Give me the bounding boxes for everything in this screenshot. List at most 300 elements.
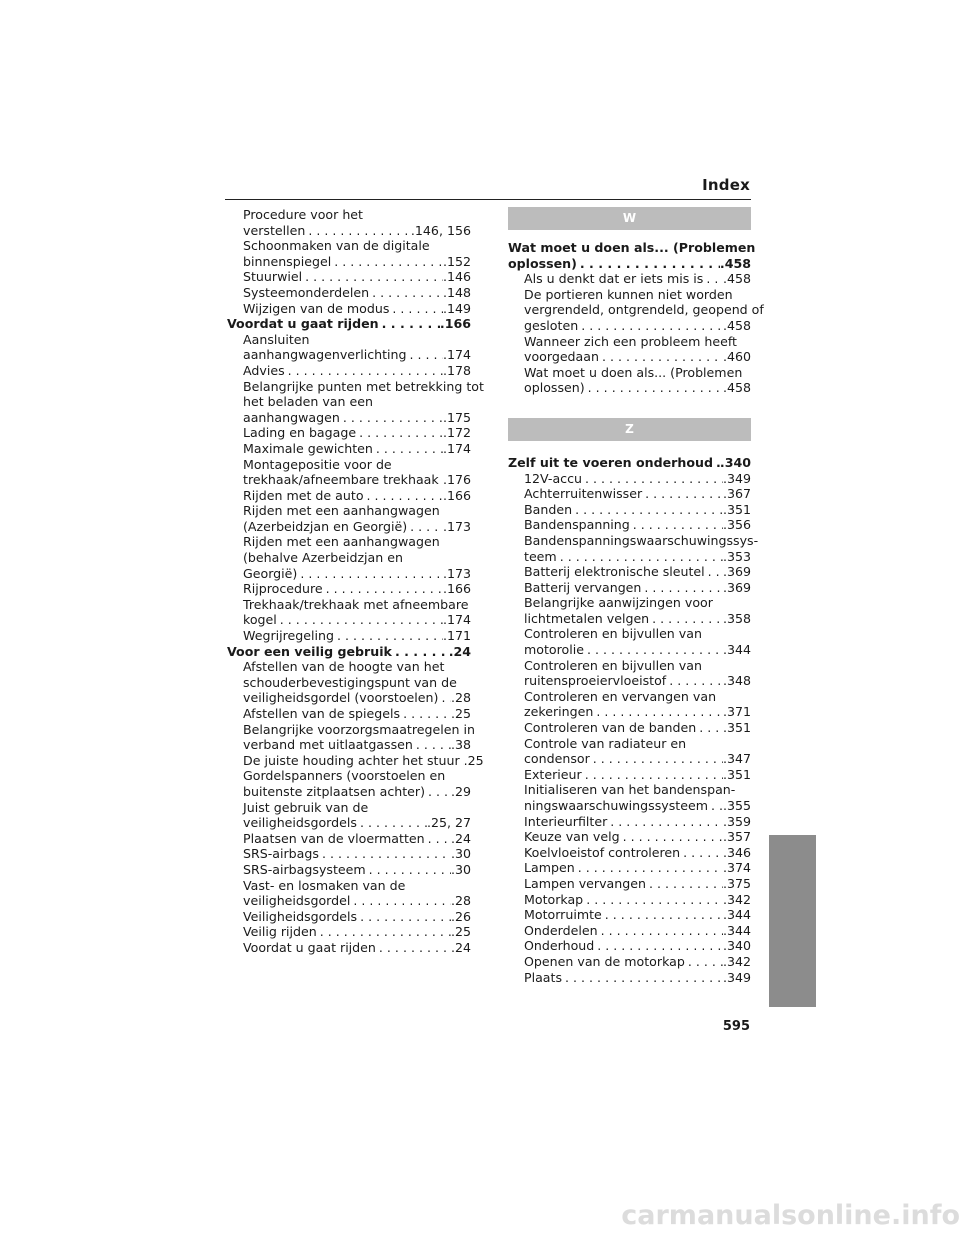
index-entry-row xyxy=(243,566,471,582)
index-entry-term: Plaatsen van de vloermatten xyxy=(243,830,425,846)
index-sub-entry xyxy=(227,363,471,379)
index-entry-line: Initialiseren van het bandenspan- xyxy=(524,782,736,798)
index-entry-line: Vast- en losmaken van de xyxy=(243,877,406,893)
index-entry-row xyxy=(524,892,751,908)
index-entry-page-ref: .458 xyxy=(719,255,751,271)
index-sub-entry xyxy=(227,503,471,534)
index-entry-page-ref: .25 xyxy=(450,924,471,940)
index-entry-term: Openen van de motorkap xyxy=(524,953,685,969)
index-entry-row xyxy=(243,612,471,628)
index-entry-page-ref: .146, 156 xyxy=(410,222,471,238)
index-entry-term: (Azerbeidzjan en Georgië) xyxy=(243,518,408,534)
index-entry-row xyxy=(243,347,471,363)
index-entry-row xyxy=(524,673,751,689)
index-entry-page-ref: .26 xyxy=(450,908,471,924)
index-entry-row xyxy=(227,644,471,660)
index-entry-term: Banden xyxy=(524,501,573,517)
index-entry-row xyxy=(524,814,751,830)
dot-leader xyxy=(323,581,443,597)
index-entry-term: Batterij elektronische sleutel xyxy=(524,564,705,580)
index-sub-entry xyxy=(227,831,471,847)
index-entry-page-ref: .357 xyxy=(722,829,751,845)
index-sub-entry xyxy=(508,907,751,923)
dot-leader xyxy=(607,814,723,830)
index-entry-term: Motorkap xyxy=(524,891,584,907)
index-entry-term: Lampen vervangen xyxy=(524,875,646,891)
index-sub-entry xyxy=(508,334,751,365)
index-sub-entry xyxy=(508,860,751,876)
index-entry-term: 12V-accu xyxy=(524,470,582,486)
dot-leader xyxy=(696,720,723,736)
index-sub-entry xyxy=(227,659,471,706)
section-w-entries xyxy=(508,240,764,396)
section-letter-w: W xyxy=(508,207,751,230)
index-entry-term: Lading en bagage xyxy=(243,425,357,441)
index-entry-term: Koelvloeistof controleren xyxy=(524,844,681,860)
index-sub-entry xyxy=(508,595,751,626)
index-sub-entry xyxy=(227,721,475,753)
header-divider xyxy=(225,199,751,200)
index-entry-row xyxy=(243,410,471,426)
index-sub-entry xyxy=(227,628,471,644)
dot-leader xyxy=(407,519,443,535)
index-entry-page-ref: .344 xyxy=(722,907,751,923)
dot-leader xyxy=(400,706,451,722)
index-sub-entry xyxy=(227,238,471,269)
index-entry-line: schouderbevestigingspunt van de xyxy=(243,674,457,690)
dot-leader xyxy=(642,486,723,502)
index-main-entry xyxy=(508,455,751,471)
index-sub-entry xyxy=(227,706,471,722)
index-entry-row xyxy=(524,486,751,502)
index-sub-entry xyxy=(227,269,471,285)
index-sub-entry xyxy=(508,486,751,502)
dot-leader xyxy=(583,892,723,908)
index-entry-page-ref: .369 xyxy=(722,579,751,595)
index-entry-term: aanhangwagen xyxy=(243,409,340,425)
index-sub-entry xyxy=(508,720,751,736)
dot-leader xyxy=(666,673,723,689)
index-entry-line: Controleren en bijvullen van xyxy=(524,626,702,642)
index-main-entry xyxy=(508,240,756,271)
index-entry-term: Zelf uit te voeren onderhoud xyxy=(508,454,713,470)
index-sub-entry xyxy=(508,532,759,564)
dot-leader xyxy=(557,549,723,565)
index-entry-row xyxy=(524,611,751,627)
index-entry-line: Montagepositie voor de xyxy=(243,456,392,472)
index-sub-entry xyxy=(227,207,471,238)
section-letter-z: Z xyxy=(508,418,751,441)
index-entry-row xyxy=(243,223,471,239)
index-sub-entry xyxy=(227,768,471,799)
index-sub-entry xyxy=(508,471,751,487)
dot-leader xyxy=(277,612,443,628)
index-entry-term: verstellen xyxy=(243,222,306,238)
index-entry-row xyxy=(243,472,471,488)
dot-leader xyxy=(407,347,443,363)
index-entry-term: Bandenspanning xyxy=(524,517,630,533)
dot-leader xyxy=(705,564,723,580)
dot-leader xyxy=(630,517,723,533)
index-entry-row xyxy=(243,831,471,847)
index-sub-entry xyxy=(508,580,751,596)
index-entry-page-ref: .176 xyxy=(442,472,471,488)
index-sub-entry xyxy=(227,534,471,581)
index-entry-term: Systeemonderdelen xyxy=(243,284,370,300)
index-entry-term: condensor xyxy=(524,751,590,767)
index-entry-row xyxy=(243,441,471,457)
index-entry-row xyxy=(524,954,751,970)
index-entry-row xyxy=(243,909,471,925)
index-entry-term: Wegrijregeling xyxy=(243,628,334,644)
index-entry-term: kogel xyxy=(243,612,277,628)
index-entry-page-ref: .340 xyxy=(719,454,751,470)
dot-leader xyxy=(708,798,723,814)
index-entry-page-ref: .174 xyxy=(442,612,471,628)
index-entry-row xyxy=(524,502,751,518)
index-entry-row xyxy=(508,455,751,471)
index-sub-entry xyxy=(508,938,751,954)
index-sub-entry xyxy=(227,301,471,317)
index-entry-page-ref: .146 xyxy=(442,269,471,285)
dot-leader xyxy=(438,690,451,706)
index-entry-term: trekhaak/afneembare trekhaak xyxy=(243,472,439,488)
index-entry-row xyxy=(524,923,751,939)
dot-leader xyxy=(285,363,443,379)
index-entry-term: Lampen xyxy=(524,860,575,876)
index-entry-page-ref: .351 xyxy=(722,766,751,782)
index-entry-term: Advies xyxy=(243,362,285,378)
index-entry-row xyxy=(243,815,471,831)
dot-leader xyxy=(302,269,443,285)
index-entry-row xyxy=(243,301,471,317)
dot-leader xyxy=(562,970,723,986)
index-entry-term: SRS-airbags xyxy=(243,846,319,862)
index-entry-page-ref: .346 xyxy=(722,844,751,860)
index-entry-term: Exterieur xyxy=(524,766,582,782)
index-entry-row xyxy=(524,907,751,923)
index-entry-term: Achterruitenwisser xyxy=(524,486,643,502)
index-entry-page-ref: .25 xyxy=(450,706,471,721)
index-entry-line: (behalve Azerbeidzjan en xyxy=(243,550,403,566)
index-entry-term: Voordat u gaat rijden xyxy=(227,316,379,332)
index-sub-entry xyxy=(227,425,471,441)
index-entry-page-ref: .30 xyxy=(450,846,471,862)
index-entry-page-ref: .38 xyxy=(450,737,471,753)
index-sub-entry xyxy=(508,814,751,830)
index-entry-row xyxy=(524,580,751,596)
index-sub-entry xyxy=(227,878,471,909)
dot-leader xyxy=(376,940,451,956)
index-entry-line: Controleren en bijvullen van xyxy=(524,657,702,673)
index-entry-line: Trekhaak/trekhaak met afneembare xyxy=(243,596,469,612)
index-sub-entry xyxy=(508,564,751,580)
index-entry-term: Veilig rijden xyxy=(243,924,317,940)
index-main-entry xyxy=(227,316,471,332)
index-entry-line: Controle van radiateur en xyxy=(524,735,687,751)
index-entry-row xyxy=(243,254,471,270)
dot-leader xyxy=(364,488,443,504)
index-entry-row xyxy=(524,860,751,876)
index-sub-entry xyxy=(508,923,751,939)
index-entry-page-ref: .28 xyxy=(450,893,471,909)
dot-leader xyxy=(425,831,451,847)
index-sub-entry xyxy=(227,924,471,940)
index-entry-row xyxy=(524,564,751,580)
index-entry-page-ref: .458 xyxy=(722,271,751,287)
index-sub-entry xyxy=(227,940,471,956)
index-entry-page-ref: .367 xyxy=(722,486,751,502)
index-entry-page-ref: .348 xyxy=(722,673,751,689)
index-entry-row xyxy=(243,363,471,379)
index-entry-page-ref: .460 xyxy=(722,349,751,365)
index-sub-entry xyxy=(227,285,471,301)
dot-leader xyxy=(357,815,427,831)
index-entry-page-ref: .347 xyxy=(722,751,751,767)
index-entry-page-ref: .148 xyxy=(442,284,471,300)
index-entry-page-ref: .358 xyxy=(722,610,751,626)
index-entry-term: motorolie xyxy=(524,642,584,658)
index-entry-row xyxy=(524,549,751,565)
index-entry-term: veiligheidsgordel xyxy=(243,893,351,909)
index-entry-row xyxy=(243,706,471,722)
index-entry-page-ref: .173 xyxy=(442,518,471,534)
index-entry-term: Als u denkt dat er iets mis is xyxy=(524,271,704,287)
index-entry-term: De juiste houding achter het stuur xyxy=(243,752,460,768)
index-entry-page-ref: .174 xyxy=(442,347,471,363)
index-entry-row xyxy=(524,767,751,783)
index-entry-term: oplossen) xyxy=(508,255,577,271)
index-entry-row xyxy=(524,876,751,892)
index-entry-line: Belangrijke punten met betrekking tot xyxy=(243,378,484,394)
index-sub-entry xyxy=(508,658,751,689)
dot-leader xyxy=(356,425,443,441)
index-entry-line: De portieren kunnen niet worden xyxy=(524,286,733,302)
index-entry-line: het beladen van een xyxy=(243,394,373,410)
index-entry-row xyxy=(524,720,751,736)
index-entry-page-ref: .374 xyxy=(722,860,751,876)
index-entry-row xyxy=(524,517,751,533)
index-entry-term: ningswaarschuwingssysteem xyxy=(524,798,708,813)
index-sub-entry xyxy=(508,689,751,720)
index-entry-row xyxy=(243,519,471,535)
index-sub-entry xyxy=(508,365,751,396)
dot-leader xyxy=(369,285,443,301)
index-sub-entry xyxy=(508,286,764,334)
dot-leader xyxy=(598,923,723,939)
dot-leader xyxy=(590,751,723,767)
index-entry-row xyxy=(243,269,471,285)
index-sub-entry xyxy=(508,829,751,845)
chapter-thumb-tab xyxy=(769,835,816,1007)
index-entry-line: vergrendeld, ontgrendeld, geopend of xyxy=(524,302,764,318)
index-entry-term: Voor een veilig gebruik xyxy=(227,643,392,659)
dot-leader xyxy=(305,223,411,239)
index-entry-row xyxy=(243,488,471,504)
index-sub-entry xyxy=(508,970,751,986)
index-entry-term: Georgië) xyxy=(243,565,298,581)
index-entry-row xyxy=(524,751,751,767)
index-entry-term: lichtmetalen velgen xyxy=(524,610,650,626)
index-entry-term: Afstellen van de spiegels xyxy=(243,706,401,721)
dot-leader xyxy=(582,767,723,783)
index-entry-row xyxy=(243,846,471,862)
index-entry-page-ref: .340 xyxy=(722,938,751,954)
dot-leader xyxy=(577,256,720,272)
dot-leader xyxy=(578,318,723,334)
dot-leader xyxy=(350,893,451,909)
index-entry-row xyxy=(243,862,471,878)
index-entry-page-ref: .356 xyxy=(722,517,751,533)
index-sub-entry xyxy=(508,876,751,892)
index-entry-page-ref: .458 xyxy=(722,380,751,396)
dot-leader xyxy=(575,860,723,876)
index-entry-row xyxy=(524,349,751,365)
dot-leader xyxy=(599,349,723,365)
index-entry-term: Motorruimte xyxy=(524,907,602,923)
index-entry-term: Veiligheidsgordels xyxy=(243,908,358,924)
index-entry-term: Stuurwiel xyxy=(243,269,303,285)
index-sub-entry xyxy=(508,782,751,813)
dot-leader xyxy=(334,628,443,644)
index-entry-row xyxy=(524,829,751,845)
index-sub-entry xyxy=(227,909,471,925)
index-entry-term: ruitensproeiervloeistof xyxy=(524,673,667,689)
index-entry-page-ref: .458 xyxy=(722,317,751,333)
index-entry-row xyxy=(243,940,471,956)
index-sub-entry xyxy=(508,502,751,518)
index-entry-line: Wat moet u doen als... (Problemen xyxy=(508,240,756,255)
dot-leader xyxy=(649,611,723,627)
index-entry-line: Juist gebruik van de xyxy=(243,799,369,815)
index-sub-entry xyxy=(227,332,471,363)
index-sub-entry xyxy=(227,378,484,426)
index-sub-entry xyxy=(508,271,751,287)
index-entry-page-ref: .375 xyxy=(722,875,751,891)
index-entry-row xyxy=(508,256,751,272)
index-entry-page-ref: .353 xyxy=(722,548,751,564)
dot-leader xyxy=(379,316,440,332)
index-entry-page-ref: .172 xyxy=(442,425,471,441)
index-entry-page-ref: .344 xyxy=(722,642,751,658)
index-entry-page-ref: .171 xyxy=(442,628,471,644)
dot-leader xyxy=(646,876,723,892)
dot-leader xyxy=(584,642,723,658)
dot-leader xyxy=(703,271,723,287)
index-entry-row xyxy=(243,690,471,706)
index-sub-entry xyxy=(227,846,471,862)
dot-leader xyxy=(602,907,723,923)
index-column-left xyxy=(227,207,484,956)
index-sub-entry xyxy=(227,862,471,878)
index-entry-row xyxy=(243,784,471,800)
index-entry-page-ref: .355 xyxy=(722,798,751,813)
index-entry-row xyxy=(243,581,471,597)
index-entry-page-ref: .344 xyxy=(722,922,751,938)
index-entry-row xyxy=(524,938,751,954)
index-entry-row xyxy=(524,471,751,487)
index-entry-page-ref: .29 xyxy=(450,783,471,799)
index-entry-row xyxy=(243,285,471,301)
index-sub-entry xyxy=(508,626,751,657)
index-entry-term: verband met uitlaatgassen xyxy=(243,737,413,753)
index-entry-page-ref: .369 xyxy=(722,564,751,580)
index-sub-entry xyxy=(508,954,751,970)
index-entry-line: Wanneer zich een probleem heeft xyxy=(524,333,737,349)
dot-leader xyxy=(713,455,720,471)
index-entry-line: Gordelspanners (voorstoelen en xyxy=(243,768,446,784)
index-entry-page-ref: .359 xyxy=(722,813,751,829)
index-entry-term: aanhangwagenverlichting xyxy=(243,347,407,363)
index-entry-term: buitenste zitplaatsen achter) xyxy=(243,783,426,799)
index-entry-row xyxy=(243,628,471,644)
index-entry-term: SRS-airbagsysteem xyxy=(243,861,366,877)
index-entry-page-ref: .28 xyxy=(450,690,471,706)
index-entry-page-ref: .24 xyxy=(450,939,471,955)
index-entry-term: zekeringen xyxy=(524,704,594,720)
dot-leader xyxy=(572,502,723,518)
dot-leader xyxy=(594,938,723,954)
index-entry-line: Bandenspanningswaarschuwingssys- xyxy=(524,532,759,548)
index-entry-term: veiligheidsgordels xyxy=(243,815,357,831)
index-entry-term: teem xyxy=(524,548,557,564)
index-sub-entry xyxy=(508,892,751,908)
index-entry-row xyxy=(524,318,751,334)
index-entry-page-ref: .342 xyxy=(722,953,751,969)
index-sub-entry xyxy=(227,581,471,597)
index-entry-page-ref: .174 xyxy=(442,440,471,456)
index-entry-page-ref: .152 xyxy=(442,253,471,269)
index-sub-entry xyxy=(227,597,471,628)
dot-leader xyxy=(425,784,451,800)
index-entry-row xyxy=(243,924,471,940)
index-column-right xyxy=(508,207,764,985)
index-entry-page-ref: .175 xyxy=(442,409,471,425)
dot-leader xyxy=(582,471,723,487)
index-entry-page-ref: .166 xyxy=(442,581,471,597)
index-entry-term: binnenspiegel xyxy=(243,253,332,269)
dot-leader xyxy=(373,441,443,457)
index-entry-row xyxy=(524,845,751,861)
index-sub-entry xyxy=(508,845,751,861)
dot-leader xyxy=(413,737,451,753)
dot-leader xyxy=(641,580,723,596)
index-entry-row xyxy=(243,737,471,753)
index-entry-line: Procedure voor het xyxy=(243,207,363,222)
index-main-entry xyxy=(227,644,471,660)
index-entry-page-ref: .24 xyxy=(448,643,471,659)
index-entry-page-ref: .149 xyxy=(442,300,471,316)
index-entry-page-ref: .371 xyxy=(722,704,751,720)
index-entry-line: Aansluiten xyxy=(243,331,310,347)
dot-leader xyxy=(620,829,723,845)
index-sub-entry xyxy=(227,441,471,457)
index-entry-term: Plaats xyxy=(524,969,563,985)
dot-leader xyxy=(319,846,451,862)
index-entry-row xyxy=(243,893,471,909)
dot-leader xyxy=(680,845,723,861)
index-entry-page-ref: .166 xyxy=(439,316,471,332)
index-entry-term: Onderdelen xyxy=(524,922,598,938)
index-entry-term: Wijzigen van de modus xyxy=(243,300,390,316)
index-entry-term: veiligheidsgordel (voorstoelen) xyxy=(243,690,439,706)
index-entry-row xyxy=(524,271,751,287)
index-entry-page-ref: .349 xyxy=(722,470,751,486)
index-entry-term: voorgedaan xyxy=(524,349,599,365)
index-entry-term: Controleren van de banden xyxy=(524,720,697,736)
index-entry-page-ref: .173 xyxy=(442,565,471,581)
index-entry-line: Rijden met een aanhangwagen xyxy=(243,503,440,519)
